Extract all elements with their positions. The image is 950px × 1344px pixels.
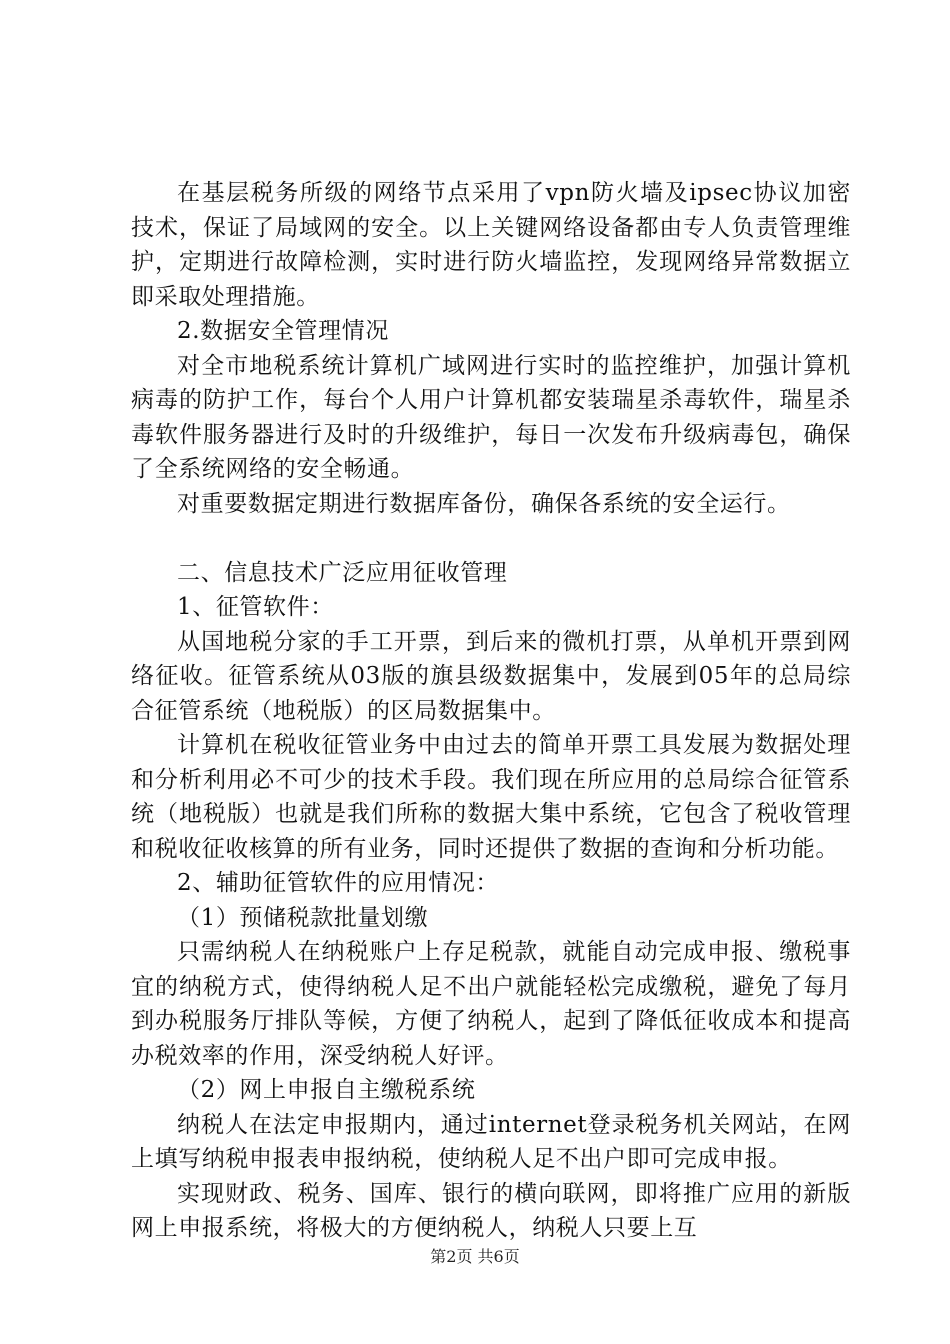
paragraph-database-backup: 对重要数据定期进行数据库备份，确保各系统的安全运行。	[177, 490, 791, 517]
heading-section-two: 二、信息技术广泛应用征收管理	[177, 559, 508, 586]
paragraph-computer-role: 计算机在税收征管业务中由过去的简单开票工具发展为数据处理和分析利用必不可少的技术手段。我们现在所应用的总局综合征管系统（地税版）也就是我们所称的数据大集中系统，它包含了税收管理和税收征收核算的所有业务，同时还提供了数据的查询和分析功能。	[131, 732, 851, 862]
paragraph-network-security: 在基层税务所级的网络节点采用了vpn防火墙及ipsec协议加密技术，保证了局域网的安全。以上关键网络设备都由专人负责管理维护，定期进行故障检测，实时进行防火墙监控，发现网络异常数据立即采取处理措施。	[131, 180, 851, 310]
paragraph-prestored-tax: 只需纳税人在纳税账户上存足税款，就能自动完成申报、缴税事宜的纳税方式，使得纳税人足不出户就能轻松完成缴税，避免了每月到办税服务厅排队等候，方便了纳税人，起到了降低征收成本和提高办税效率的作用，深受纳税人好评。	[131, 939, 851, 1069]
heading-online-filing: （2）网上申报自主缴税系统	[177, 1077, 476, 1103]
page-number-label: 第2页 共6页	[430, 1247, 520, 1266]
paragraph-interbank-network: 实现财政、税务、国库、银行的横向联网，即将推广应用的新版网上申报系统，将极大的方便纳税人，纳税人只要上互	[131, 1180, 851, 1241]
paragraph-virus-protection: 对全市地税系统计算机广域网进行实时的监控维护，加强计算机病毒的防护工作，每台个人用户计算机都安装瑞星杀毒软件，瑞星杀毒软件服务器进行及时的升级维护，每日一次发布升级病毒包，确保了全系统网络的安全畅通。	[131, 352, 851, 482]
heading-collection-software: 1、征管软件：	[177, 594, 334, 620]
page-footer	[0, 1244, 950, 1267]
paragraph-online-filing: 纳税人在法定申报期内，通过internet登录税务机关网站，在网上填写纳税申报表申报纳税，使纳税人足不出户即可完成申报。	[131, 1111, 851, 1172]
document-body	[131, 176, 851, 1246]
heading-auxiliary-software: 2、辅助征管软件的应用情况：	[177, 870, 500, 896]
blank-line	[131, 521, 851, 556]
heading-data-security: 2.数据安全管理情况	[177, 318, 389, 344]
paragraph-collection-history: 从国地税分家的手工开票，到后来的微机打票，从单机开票到网络征收。征管系统从03版的旗县级数据集中，发展到05年的总局综合征管系统（地税版）的区局数据集中。	[131, 628, 851, 724]
heading-prestored-tax: （1）预储税款批量划缴	[177, 904, 429, 931]
